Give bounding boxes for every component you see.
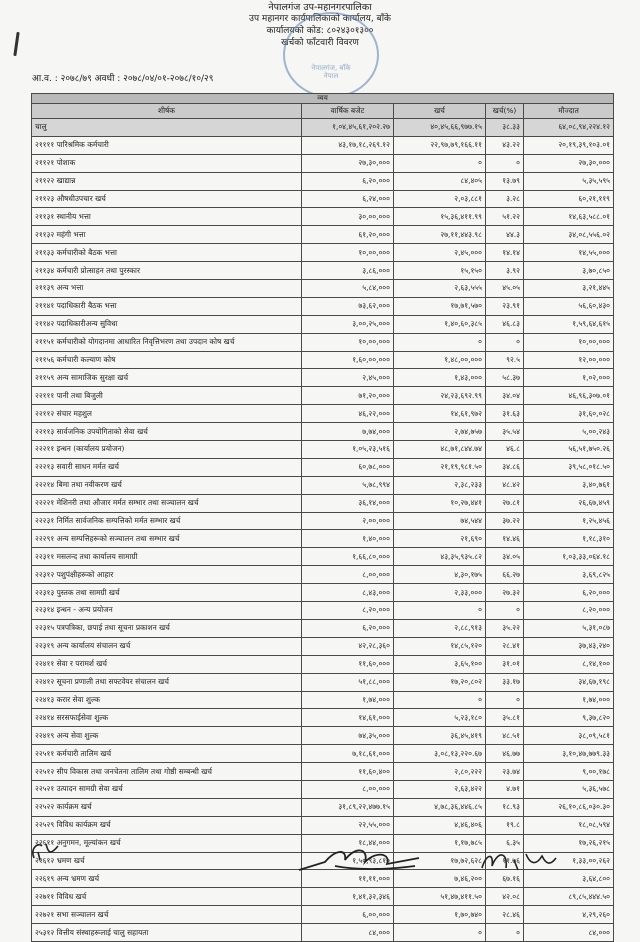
row-expense: १५,१५० [394, 262, 486, 280]
row-balance: १,१८,३१० [524, 530, 614, 548]
table-row [32, 727, 614, 745]
row-title: २११३९ अन्य भत्ता [32, 280, 302, 298]
row-balance: ३,१०,४७,७७९.३३ [524, 745, 614, 763]
row-title: २२३१५ पत्रपत्रिका, छपाई तथा सूचना प्रकाशन खर्च [32, 619, 302, 637]
band-label: व्यय [32, 94, 614, 104]
row-title: २२७२१ सभा सञ्चालन खर्च [32, 906, 302, 924]
table-row [32, 333, 614, 351]
row-balance: २७,३०,००० [524, 154, 614, 172]
expense-table [31, 93, 614, 942]
row-percent: ० [486, 602, 524, 620]
row-title: २२४१२ सूचना प्रणाली तथा सफ्टवेयर संचालन खर्च [32, 673, 302, 691]
row-percent: २७.८१ [486, 494, 524, 512]
row-title: २२५२९ विविध कार्यक्रम खर्च [32, 816, 302, 834]
row-expense: २,४५,००० [394, 244, 486, 262]
row-percent: २३.७४ [486, 763, 524, 781]
row-budget: १,५०,९३,८१० [302, 852, 394, 870]
row-title: २२११२ संचार महशुल [32, 405, 302, 423]
row-budget: ८,००,००० [302, 780, 394, 798]
row-percent: ९२.५ [486, 351, 524, 369]
row-percent: ३५.२२ [486, 619, 524, 637]
row-expense: २,०३,८८१ [394, 190, 486, 208]
row-budget: ८४,००० [302, 924, 394, 942]
row-balance: १,७४,००० [524, 691, 614, 709]
row-percent: ० [486, 924, 524, 942]
row-expense: १,७०,७४० [394, 906, 486, 924]
row-percent: ३३.१७ [486, 673, 524, 691]
row-percent: ४५.०५ [486, 280, 524, 298]
row-budget: ४२,२८,३६० [302, 637, 394, 655]
row-balance: ३४,६७,१९८ [524, 673, 614, 691]
row-title: २२५२२ कार्यक्रम खर्च [32, 798, 302, 816]
row-balance: ६,२०,००० [524, 584, 614, 602]
row-balance: १२,००,००० [524, 351, 614, 369]
office-name: नेपालगंज उप-महानगरपालिका [268, 2, 372, 13]
seal-line-2: नेपाल [323, 72, 339, 80]
row-title: २११३४ कर्मचारी प्रोत्साहन तथा पुरस्कार [32, 262, 302, 280]
row-budget: १,६६,८०,००० [302, 548, 394, 566]
table-row [32, 816, 614, 834]
row-budget: ३१,८९,२२,४७७.१५ [302, 798, 394, 816]
row-balance: ८४,००० [524, 924, 614, 942]
row-expense: २,७४,७५७ [394, 423, 486, 441]
row-budget: १०,००,००० [302, 244, 394, 262]
table-row [32, 763, 614, 781]
row-percent: ३५.५४ [486, 423, 524, 441]
row-balance: १४,६३,५८८.०१ [524, 208, 614, 226]
row-percent: १८.९३ [486, 798, 524, 816]
signature-1 [28, 838, 62, 864]
row-budget: ७१,२०,००० [302, 387, 394, 405]
row-budget: २७,३०,००० [302, 154, 394, 172]
row-budget: १,०५,२३,५१६ [302, 441, 394, 459]
section-row [32, 119, 614, 137]
row-balance: ८,२०,००० [524, 602, 614, 620]
row-expense: १५,३६,४११.९९ [394, 208, 486, 226]
row-title: २२३११ मसलन्द तथा कार्यालय सामाग्री [32, 548, 302, 566]
table-row [32, 369, 614, 387]
row-title: २११३१ स्थानीय भत्ता [32, 208, 302, 226]
row-balance: १०,००,००० [524, 333, 614, 351]
row-percent: ३४.८६ [486, 458, 524, 476]
table-row [32, 136, 614, 154]
row-balance: ४,२९,२६० [524, 906, 614, 924]
row-budget: १४,६१,००० [302, 709, 394, 727]
row-budget: ७३,६२,००० [302, 297, 394, 315]
row-expense: ४८,७१,८४४.७४ [394, 441, 486, 459]
header-title: शीर्षक [32, 104, 302, 119]
row-budget: ३,००,२५,००० [302, 315, 394, 333]
row-expense: ३६,४५,४१९ [394, 727, 486, 745]
table-row [32, 512, 614, 530]
row-title: २२२९१ अन्य सम्पत्तिहरूको सञ्चालन तथा सम्भार खर्च [32, 530, 302, 548]
row-expense: ३,६५,१०० [394, 655, 486, 673]
row-balance: ५,३१,०८७ [524, 619, 614, 637]
row-title: २२११३ सार्वजनिक उपयोगिताको सेवा खर्च [32, 423, 302, 441]
table-row [32, 262, 614, 280]
row-budget: १,४१,३२,३४६ [302, 888, 394, 906]
row-title: २११११ पारिश्रमिक कर्मचारी [32, 136, 302, 154]
row-percent: ३५.८१ [486, 709, 524, 727]
table-row [32, 172, 614, 190]
row-budget: ११,६०,००० [302, 655, 394, 673]
row-expense: १०,२७,४४१ [394, 494, 486, 512]
table-row [32, 351, 614, 369]
row-percent: २८.४१ [486, 637, 524, 655]
row-title: २२१११ पानी तथा बिजुली [32, 387, 302, 405]
row-budget: ८,४३,००० [302, 584, 394, 602]
row-balance: १,५९,६४,६१५ [524, 315, 614, 333]
row-expense: २,६३,४२२ [394, 780, 486, 798]
table-row [32, 154, 614, 172]
table-row [32, 584, 614, 602]
row-budget: ११,११,००० [302, 870, 394, 888]
row-balance: ६०,२१,११९ [524, 190, 614, 208]
row-balance: ८९,८५,४४४.५० [524, 888, 614, 906]
table-row [32, 387, 614, 405]
row-title: २११५१ कर्मचारीको योगदानमा आधारित निवृत्तिभरण तथा उपदान कोष खर्च [32, 333, 302, 351]
row-expense: १,४३,००० [394, 369, 486, 387]
row-expense: २,८०,२२२ [394, 763, 486, 781]
row-title: २२३१३ पुस्तक तथा सामग्री खर्च [32, 584, 302, 602]
row-title: २२२३१ निर्मित सार्वजनिक सम्पत्तिको मर्मत सम्भार खर्च [32, 512, 302, 530]
row-balance: ४६,९६,३०७.०१ [524, 387, 614, 405]
table-row [32, 548, 614, 566]
row-percent: ३४.०४ [486, 387, 524, 405]
table-band [32, 94, 614, 104]
row-percent: ४८.५१ [486, 727, 524, 745]
row-balance: ५६,६०,४३० [524, 297, 614, 315]
row-percent: ११.७६ [486, 852, 524, 870]
row-expense: २,६३,५५५ [394, 280, 486, 298]
row-budget: ६१,२०,००० [302, 226, 394, 244]
row-title: २२५११ कर्मचारी तालिम खर्च [32, 745, 302, 763]
row-title: २२२१३ सवारी साधन मर्मत खर्च [32, 458, 302, 476]
row-balance: ३४,०८,५५६.०२ [524, 226, 614, 244]
table-row [32, 476, 614, 494]
table-row [32, 458, 614, 476]
row-expense: ७४,५४४ [394, 512, 486, 530]
table-row [32, 423, 614, 441]
row-percent: २७.३२ [486, 584, 524, 602]
table-row [32, 280, 614, 298]
row-title: २११४१ पदाधिकारी बैठक भत्ता [32, 297, 302, 315]
row-balance: २६,६७,४५९ [524, 494, 614, 512]
row-budget: १८,४४,००० [302, 834, 394, 852]
office-code: कार्यालयको कोड: ८०२४३०१३०० [266, 26, 374, 36]
row-balance: ५,३६,५७८ [524, 780, 614, 798]
row-balance: ५६,५१,७५०.२६ [524, 441, 614, 459]
row-expense: २४,२३,६९२.९९ [394, 387, 486, 405]
row-title: २२४११ सेवा र परामर्श खर्च [32, 655, 302, 673]
row-expense: १७,७१,५७० [394, 297, 486, 315]
row-title: २११२२ खाद्यान्न [32, 172, 302, 190]
table-row [32, 441, 614, 459]
section-budget: १,०४,४५,६१,२०२.२७ [302, 119, 394, 137]
row-percent: ० [486, 154, 524, 172]
row-expense: ४,४६,४०६ [394, 816, 486, 834]
row-percent: ६६.२७ [486, 566, 524, 584]
row-percent: ४४.३ [486, 226, 524, 244]
row-title: २२४१९ अन्य सेवा शुल्क [32, 727, 302, 745]
row-balance: ५,३५,५९५ [524, 172, 614, 190]
table-row [32, 798, 614, 816]
row-budget: ७,१८,६१,००० [302, 745, 394, 763]
row-expense: १७,२०,८०२ [394, 673, 486, 691]
row-budget: ८,२०,००० [302, 602, 394, 620]
table-row [32, 780, 614, 798]
row-budget: २,४५,००० [302, 369, 394, 387]
row-percent: ३१.०१ [486, 655, 524, 673]
section-balance: ६४,०८,९४,२२४.१२ [524, 119, 614, 137]
row-title: २२४१३ करार सेवा शुल्क [32, 691, 302, 709]
row-balance: ३,६४,८०० [524, 870, 614, 888]
row-balance: १,२५,४५६ [524, 512, 614, 530]
row-percent: ४२.०८ [486, 888, 524, 906]
row-budget: ६०,७८,००० [302, 458, 394, 476]
row-expense: २१,१९,९८१.५० [394, 458, 486, 476]
table-row [32, 709, 614, 727]
table-row [32, 226, 614, 244]
row-title: २११४२ पदाधिकारीअन्य सुविधा [32, 315, 302, 333]
row-budget: ४६,२२,००० [302, 405, 394, 423]
row-expense: ५,२३,१८० [394, 709, 486, 727]
row-percent: २८.४६ [486, 906, 524, 924]
row-expense: २२,९७,७९,१६६.११ [394, 136, 486, 154]
row-balance: १,३३,००,२६२ [524, 852, 614, 870]
office-subtitle: उप महानगर कार्यपालिकाको कार्यालय, बाँके [249, 14, 391, 24]
row-budget: ३६,१४,००० [302, 494, 394, 512]
section-expense: ४०,४५,६६,९७७.१५ [394, 119, 486, 137]
row-budget: ५१,८८,००० [302, 673, 394, 691]
row-expense: ४,७८,३६,४४६.८५ [394, 798, 486, 816]
row-expense: २,८८,९१३ [394, 619, 486, 637]
header-balance: मौज्दात [524, 104, 614, 119]
row-percent: ३४.०५ [486, 548, 524, 566]
row-expense: ० [394, 924, 486, 942]
row-expense: २,३३,००० [394, 584, 486, 602]
row-budget: ३०,००,००० [302, 208, 394, 226]
row-title: २११२१ पोशाक [32, 154, 302, 172]
row-expense: २,३८,२३३ [394, 476, 486, 494]
table-row [32, 655, 614, 673]
row-title: २२३१२ पशुपंक्षीहरूको आहार [32, 566, 302, 584]
row-balance: १८,०८,५९४ [524, 816, 614, 834]
row-expense: ४,३०,१७५ [394, 566, 486, 584]
row-title: २२६१९ अन्य भ्रमण खर्च [32, 870, 302, 888]
row-budget: १,७४,००० [302, 691, 394, 709]
table-row [32, 637, 614, 655]
table-row [32, 315, 614, 333]
signature-2 [295, 840, 425, 874]
row-percent: ४८.४२ [486, 476, 524, 494]
row-balance: १७,२६,२१५ [524, 834, 614, 852]
row-percent: ३.९२ [486, 262, 524, 280]
row-balance: १४,५५,००० [524, 244, 614, 262]
office-seal [283, 12, 379, 98]
row-title: २२५१२ सीप विकास तथा जनचेतना तालिम तथा गोष्ठी सम्बन्धी खर्च [32, 763, 302, 781]
row-expense: २१,६९० [394, 530, 486, 548]
table-row [32, 906, 614, 924]
table-row [32, 745, 614, 763]
section-title: चालु [32, 119, 302, 137]
row-expense: १,४०,६०,३८५ [394, 315, 486, 333]
row-expense: ४३,३५,९३५.८२ [394, 548, 486, 566]
section-percent: ३८.३३ [486, 119, 524, 137]
row-balance: १,०३,३३,०६४.१८ [524, 548, 614, 566]
row-percent: ३१.६३ [486, 405, 524, 423]
row-expense: १,४८,००,००० [394, 351, 486, 369]
header-budget: वार्षिक बजेट [302, 104, 394, 119]
table-row [32, 297, 614, 315]
row-expense: ७,४६,२०० [394, 870, 486, 888]
table-row [32, 602, 614, 620]
table-row [32, 405, 614, 423]
row-title: २२२१४ बिमा तथा नवीकरण खर्च [32, 476, 302, 494]
row-budget: ५,७८,९९४ [302, 476, 394, 494]
row-percent: ० [486, 691, 524, 709]
row-title: २२४१४ सरसफाईसेवा शुल्क [32, 709, 302, 727]
table-row [32, 888, 614, 906]
row-budget: ११,६०,४०० [302, 763, 394, 781]
row-percent: ६७.१६ [486, 870, 524, 888]
row-budget: १,६०,००,००० [302, 351, 394, 369]
row-balance: २०,१९,३९,१०३.०१ [524, 136, 614, 154]
row-budget: ८,००,००० [302, 566, 394, 584]
table-row [32, 494, 614, 512]
row-balance: ३,६९,८२५ [524, 566, 614, 584]
report-title: खर्चको फाँटवारी विवरण [281, 38, 359, 48]
row-title: २११५६ कर्मचारी कल्याण कोष [32, 351, 302, 369]
row-title: २२२२१ मेशिनरी तथा औजार मर्मत सम्भार तथा सञ्चालन खर्च [32, 494, 302, 512]
row-percent: १३.७९ [486, 172, 524, 190]
row-budget: ३,८६,००० [302, 262, 394, 280]
row-expense: ० [394, 691, 486, 709]
row-title: २११३३ कर्मचारीको बैठक भत्ता [32, 244, 302, 262]
row-budget: ४३,१७,१८,२६९.१२ [302, 136, 394, 154]
table-row [32, 208, 614, 226]
row-balance: ३७,४३,२४० [524, 637, 614, 655]
row-balance: ३,२१,४४५ [524, 280, 614, 298]
row-budget: ६,००,००० [302, 906, 394, 924]
row-budget: ६,२४,००० [302, 190, 394, 208]
row-balance: ५,००,२४३ [524, 423, 614, 441]
row-balance: ३८,०९,५८१ [524, 727, 614, 745]
row-percent: १४.४६ [486, 530, 524, 548]
row-budget: १०,००,००० [302, 333, 394, 351]
row-budget: ७४,३५,००० [302, 727, 394, 745]
row-balance: ३,४०,७६१ [524, 476, 614, 494]
row-percent: ३.२८ [486, 190, 524, 208]
table-row [32, 691, 614, 709]
row-budget: ५,८४,००० [302, 280, 394, 298]
row-balance: ३,७०,८५० [524, 262, 614, 280]
table-header-row [32, 104, 614, 119]
row-balance: २६,१०,८६,०३०.३० [524, 798, 614, 816]
row-title: २२६१२ भ्रमण खर्च [32, 852, 302, 870]
row-title: २२२११ इन्धन (कार्यालय प्रयोजन) [32, 441, 302, 459]
row-expense: १४,६१,९७२ [394, 405, 486, 423]
table-row [32, 566, 614, 584]
row-balance: ३१,६०,०२८ [524, 405, 614, 423]
row-title: २२३१९ अन्य कार्यालय संचालन खर्च [32, 637, 302, 655]
row-budget: ६,२०,००० [302, 619, 394, 637]
row-expense: ५१,४७,४११.५० [394, 888, 486, 906]
row-percent: ६.३५ [486, 834, 524, 852]
row-title: २२५२१ उत्पादन सामग्री सेवा खर्च [32, 780, 302, 798]
row-percent: ५८.३७ [486, 369, 524, 387]
row-percent: ४६.८ [486, 441, 524, 459]
signature-3 [478, 846, 558, 874]
row-percent: ० [486, 333, 524, 351]
row-balance: ८,१४,१०० [524, 655, 614, 673]
table-row [32, 619, 614, 637]
row-percent: ४३.२२ [486, 136, 524, 154]
row-balance: १,०२,००० [524, 369, 614, 387]
row-budget: ६,२०,००० [302, 172, 394, 190]
row-title: २११५९ अन्य सामाजिक सुरक्षा खर्च [32, 369, 302, 387]
row-expense: २७,११,४४३.९८ [394, 226, 486, 244]
row-title: २२३१४ इन्धन - अन्य प्रयोजन [32, 602, 302, 620]
row-budget: २,००,००० [302, 512, 394, 530]
seal-line-1: नेपालगंज, बाँके [311, 64, 351, 72]
row-budget: २२,५५,००० [302, 816, 394, 834]
table-row [32, 530, 614, 548]
table-row [32, 924, 614, 942]
row-percent: ४.७१ [486, 780, 524, 798]
row-percent: २३.९१ [486, 297, 524, 315]
row-title: २५३१२ वित्तीय संस्थाहरूलाई चालु सहायता [32, 924, 302, 942]
row-balance: ३९,५८,०१८.५० [524, 458, 614, 476]
row-title: २११३२ महंगी भत्ता [32, 226, 302, 244]
row-expense: ० [394, 333, 486, 351]
fiscal-period: आ.व. : २०७८/७९ अवधी : २०७८/०४/०१-२०७८/१०/२९ [32, 74, 214, 84]
table-row [32, 673, 614, 691]
row-budget: ७,७४,००० [302, 423, 394, 441]
row-expense: ८४,४०५ [394, 172, 486, 190]
row-percent: ३७.२२ [486, 512, 524, 530]
row-expense: १,१७,७८५ [394, 834, 486, 852]
row-title: २२७११ विविध खर्च [32, 888, 302, 906]
header-percent: खर्च(%) [486, 104, 524, 119]
row-expense: ० [394, 602, 486, 620]
row-budget: १,४०,००० [302, 530, 394, 548]
row-percent: ४६.७७ [486, 745, 524, 763]
row-expense: १४,८५,१२० [394, 637, 486, 655]
header-expense: खर्च [394, 104, 486, 119]
row-balance: ९,३७,८२० [524, 709, 614, 727]
table-row [32, 190, 614, 208]
row-percent: ४६.८३ [486, 315, 524, 333]
row-expense: ३,०८,१३,२२०.६७ [394, 745, 486, 763]
row-percent: १४.१४ [486, 244, 524, 262]
row-percent: ५१.२२ [486, 208, 524, 226]
row-title: २११२३ औषधीउपचार खर्च [32, 190, 302, 208]
table-row [32, 244, 614, 262]
row-balance: ९,००,१७८ [524, 763, 614, 781]
row-percent: १९.८ [486, 816, 524, 834]
row-title: २२६११ अनुगमन, मूल्यांकन खर्च [32, 834, 302, 852]
row-expense: १७,७२,६२८ [394, 852, 486, 870]
row-expense: ० [394, 154, 486, 172]
